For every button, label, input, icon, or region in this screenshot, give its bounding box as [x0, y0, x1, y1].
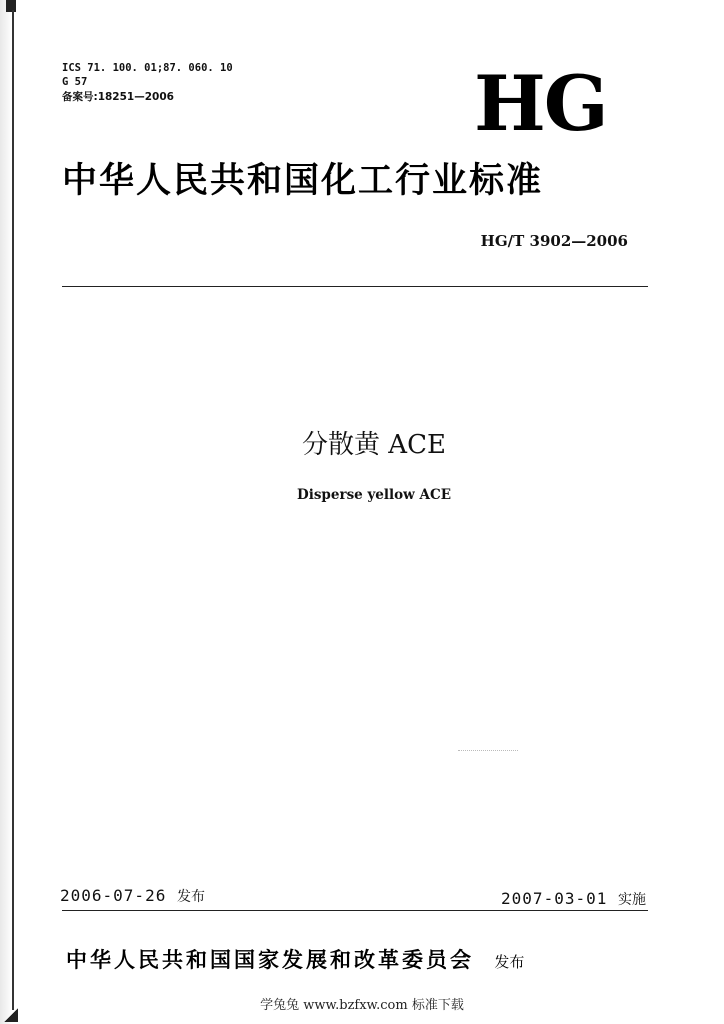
publisher-action: 发布	[494, 953, 525, 971]
issue-date-block	[60, 886, 205, 906]
document-title-cn: 分散黄 ACE	[302, 430, 446, 460]
record-number: 备案号:18251—2006	[62, 91, 174, 103]
binding-line	[12, 10, 14, 1010]
footer-watermark: 学兔兔 www.bzfxw.com 标准下载	[260, 998, 464, 1013]
implement-date: 2007-03-01	[501, 889, 608, 908]
scan-edge	[0, 0, 12, 1024]
implement-date-block	[501, 889, 646, 909]
ics-code: ICS 71. 100. 01;87. 060. 10	[62, 62, 233, 74]
category-code: G 57	[62, 76, 88, 88]
publisher-block	[66, 944, 524, 974]
scan-speck	[458, 750, 518, 752]
standard-number: HG/T 3902—2006	[480, 232, 628, 250]
issue-label: 发布	[176, 889, 205, 905]
top-divider	[62, 286, 648, 287]
publisher-name: 中华人民共和国国家发展和改革委员会	[66, 947, 474, 972]
bottom-divider	[62, 910, 648, 911]
document-title-en: Disperse yellow ACE	[297, 487, 451, 503]
hg-logo: HG	[474, 59, 607, 148]
issue-date: 2006-07-26	[60, 886, 167, 905]
binding-marker-top	[6, 0, 16, 12]
standard-header-title: 中华人民共和国化工行业标准	[62, 160, 544, 201]
implement-label: 实施	[618, 892, 646, 908]
